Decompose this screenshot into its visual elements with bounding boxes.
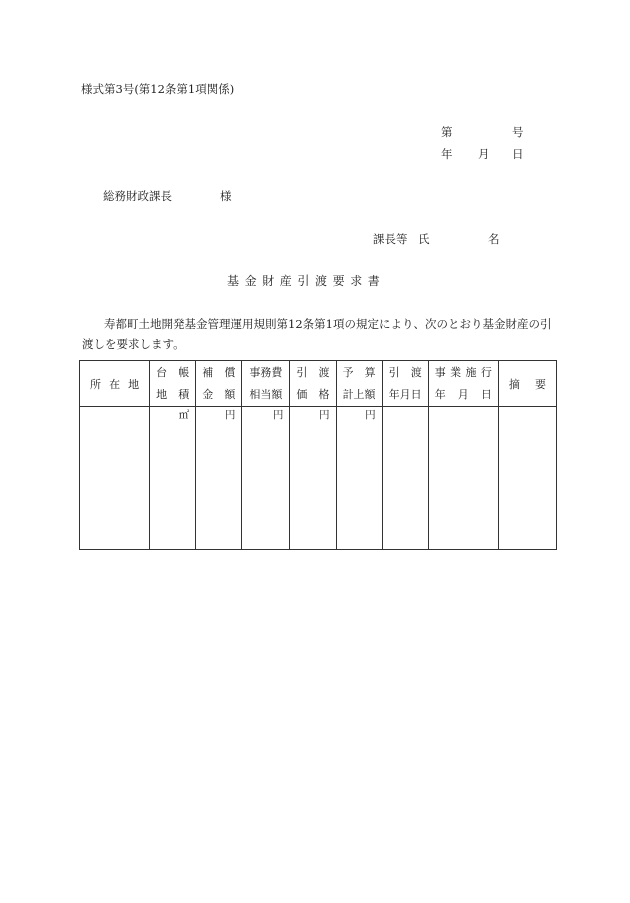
header-project-date: 事業施行 年月日 bbox=[428, 361, 498, 407]
header-row bbox=[80, 361, 557, 407]
header-transfer-price: 引渡 価格 bbox=[290, 361, 336, 407]
request-table bbox=[79, 360, 557, 550]
unit-square-meter: ㎡ bbox=[178, 409, 190, 421]
cell-transfer-price[interactable] bbox=[290, 407, 336, 550]
addressee-honorific: 様 bbox=[220, 189, 232, 203]
cell-admin-cost[interactable] bbox=[242, 407, 290, 550]
header-compensation: 補償 金額 bbox=[196, 361, 242, 407]
cell-budget[interactable] bbox=[336, 407, 382, 550]
sender-name-label: 氏 bbox=[418, 232, 430, 246]
doc-number-suffix: 号 bbox=[512, 125, 524, 139]
addressee-title: 総務財政課長 bbox=[103, 189, 172, 203]
cell-location[interactable] bbox=[80, 407, 150, 550]
cell-compensation[interactable] bbox=[196, 407, 242, 550]
date-day-label: 日 bbox=[512, 147, 524, 161]
cell-transfer-date[interactable] bbox=[382, 407, 428, 550]
unit-yen: 円 bbox=[319, 409, 330, 421]
unit-yen: 円 bbox=[272, 409, 284, 421]
document-title: 基金財産引渡要求書 bbox=[227, 274, 386, 288]
header-location: 所在地 bbox=[80, 361, 150, 407]
body-text: 寿都町土地開発基金管理運用規則第12条第1項の規定により、次のとおり基金財産の引渡しを要求します。 bbox=[82, 317, 552, 351]
unit-yen: 円 bbox=[365, 409, 376, 421]
sender-title: 課長等 bbox=[373, 232, 408, 246]
date-month-label: 月 bbox=[478, 147, 490, 161]
header-remarks: 摘要 bbox=[498, 361, 556, 407]
header-land-area: 台帳 地積 bbox=[150, 361, 196, 407]
header-transfer-date: 引渡 年月日 bbox=[382, 361, 428, 407]
unit-yen: 円 bbox=[224, 409, 236, 421]
cell-project-date[interactable] bbox=[428, 407, 498, 550]
date-year-label: 年 bbox=[441, 147, 453, 161]
form-number: 様式第3号(第12条第1項関係) bbox=[81, 82, 235, 96]
header-admin-cost: 事務費 相当額 bbox=[242, 361, 290, 407]
data-row bbox=[80, 407, 557, 550]
cell-remarks[interactable] bbox=[498, 407, 556, 550]
cell-land-area[interactable] bbox=[150, 407, 196, 550]
header-budget: 予算 計上額 bbox=[336, 361, 382, 407]
sender-name-suffix: 名 bbox=[488, 232, 500, 246]
doc-number-label: 第 bbox=[441, 125, 453, 139]
